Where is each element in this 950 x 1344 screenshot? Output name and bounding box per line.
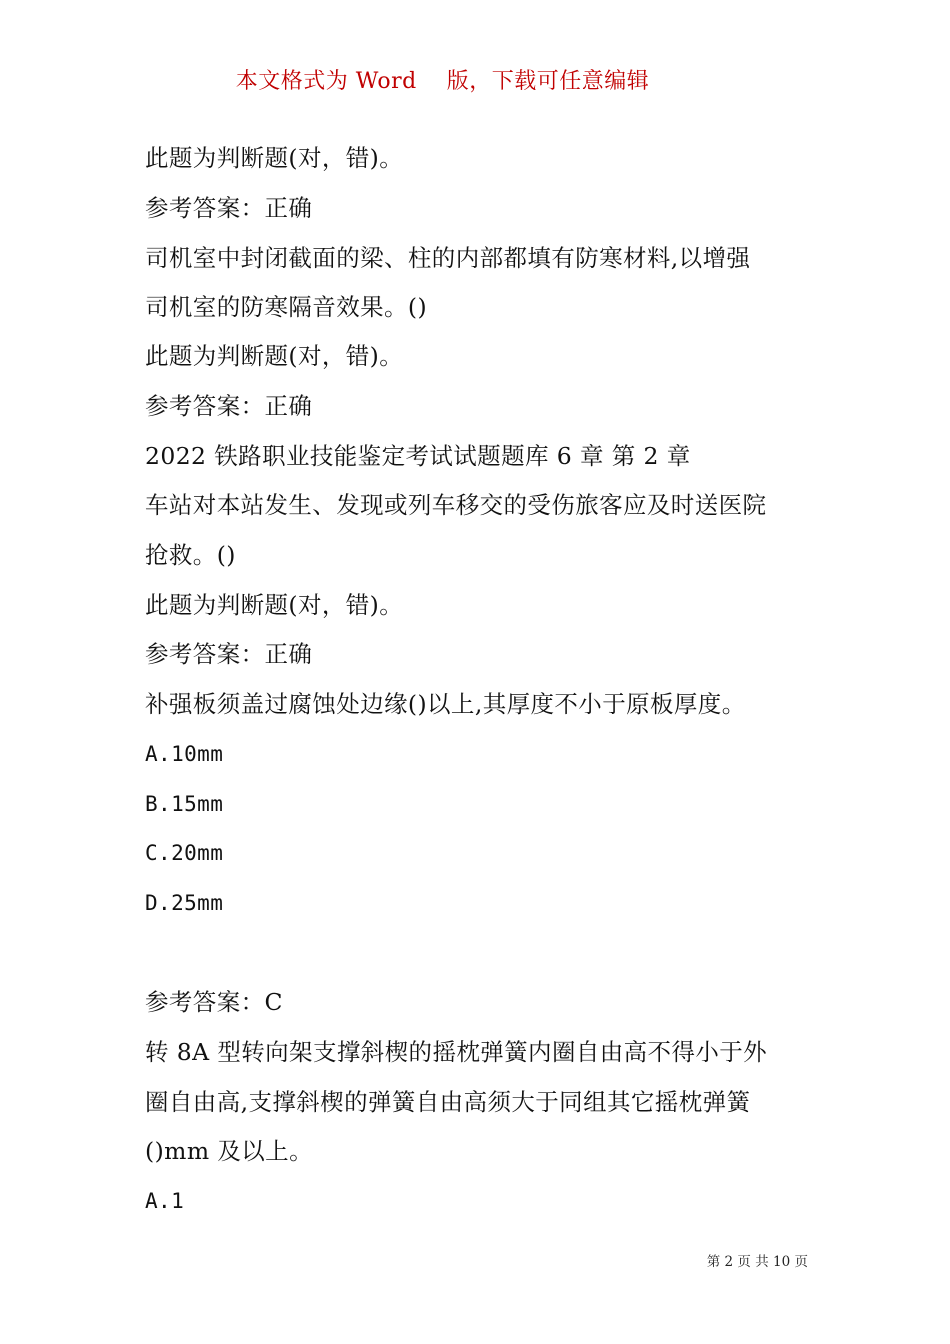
option: A.1 [145,1189,185,1213]
question-text: 司机室的防寒隔音效果。() [145,293,428,321]
question-text: 转 8A 型转向架支撑斜楔的摇枕弹簧内圈自由高不得小于外 [145,1038,768,1066]
question-text: 抢救。() [145,541,236,569]
question-text: ()mm 及以上。 [145,1137,313,1165]
format-notice: 本文格式为 Word 版，下载可任意编辑 [235,69,650,94]
question-type: 此题为判断题(对，错)。 [145,591,404,619]
answer: 参考答案：C [145,988,283,1016]
answer: 参考答案：正确 [145,640,313,668]
option: A.10mm [145,742,224,766]
chapter-heading: 2022 铁路职业技能鉴定考试试题题库 6 章 第 2 章 [145,442,691,470]
question-text: 补强板须盖过腐蚀处边缘()以上,其厚度不小于原板厚度。 [145,690,746,718]
option: B.15mm [145,792,224,816]
page-number: 第 2 页 共 10 页 [706,1254,808,1270]
answer: 参考答案：正确 [145,392,313,420]
question-type: 此题为判断题(对，错)。 [145,342,404,370]
question-text: 司机室中封闭截面的梁、柱的内部都填有防寒材料,以增强 [145,244,751,272]
question-text: 车站对本站发生、发现或列车移交的受伤旅客应及时送医院 [145,491,767,519]
question-text: 圈自由高,支撑斜楔的弹簧自由高须大于同组其它摇枕弹簧 [145,1088,751,1116]
option: C.20mm [145,841,224,865]
option: D.25mm [145,891,224,915]
question-type: 此题为判断题(对，错)。 [145,144,404,172]
answer: 参考答案：正确 [145,194,313,222]
